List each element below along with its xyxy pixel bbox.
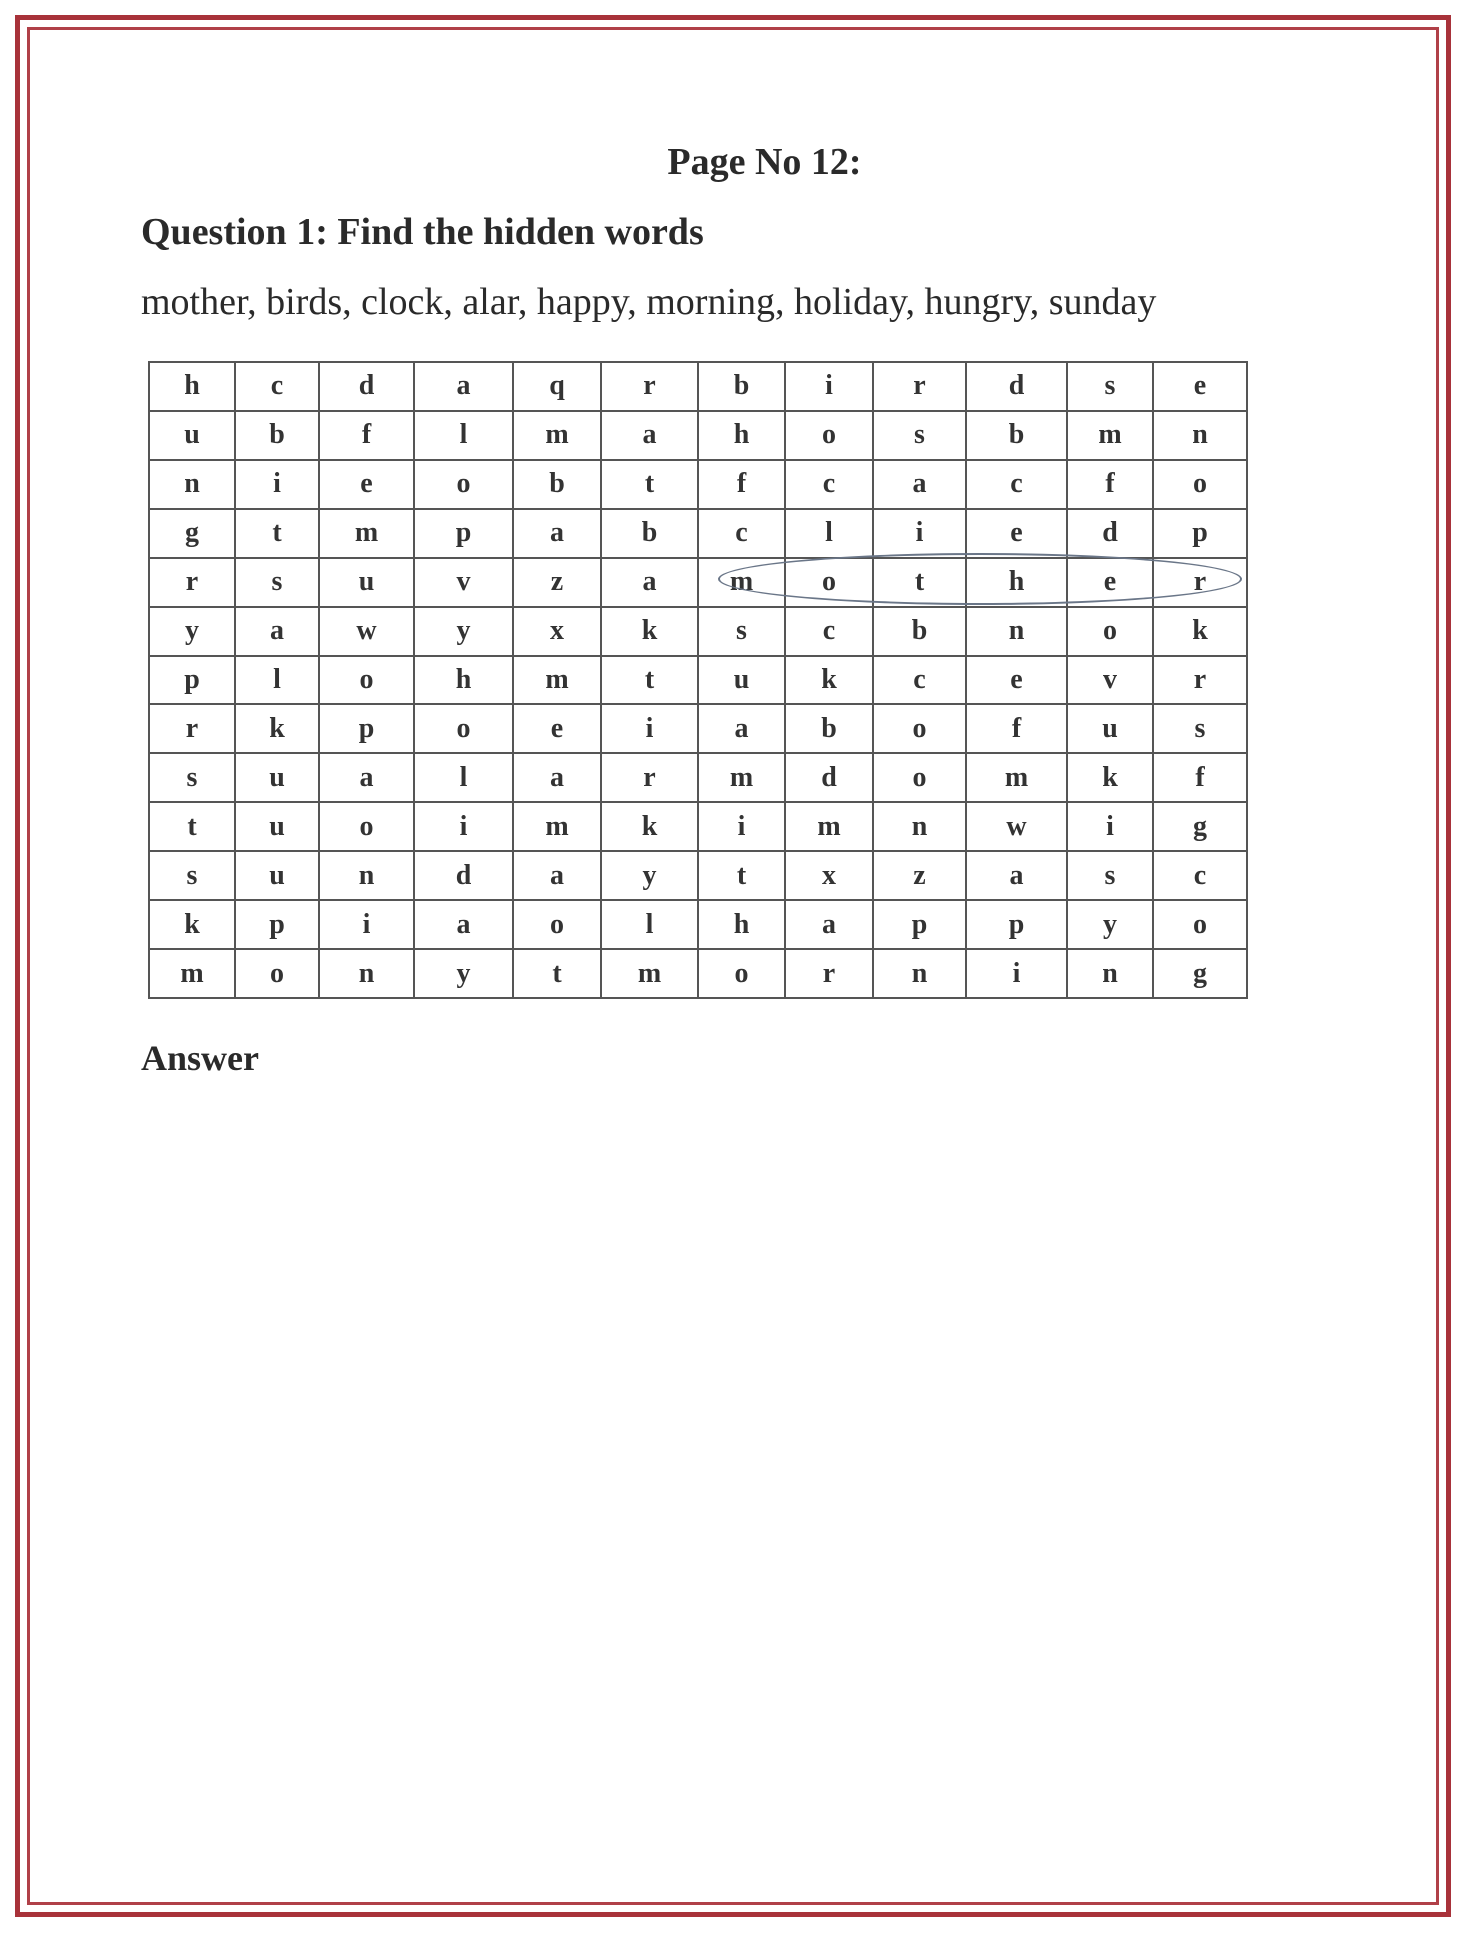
grid-cell: h — [698, 411, 785, 460]
word-list: mother, birds, clock, alar, happy, morning, holiday, hungry, sunday — [141, 281, 1157, 323]
grid-cell: g — [1153, 949, 1247, 998]
grid-cell: e — [966, 656, 1067, 705]
grid-cell: o — [698, 949, 785, 998]
grid-cell: s — [149, 851, 235, 900]
grid-cell: b — [513, 460, 601, 509]
grid-cell: o — [319, 802, 414, 851]
grid-cell: r — [601, 362, 698, 411]
grid-cell: p — [966, 900, 1067, 949]
grid-cell: a — [235, 607, 319, 656]
grid-cell: e — [1153, 362, 1247, 411]
grid-cell: n — [873, 802, 966, 851]
grid-cell: c — [785, 460, 873, 509]
answer-label: Answer — [141, 1038, 259, 1078]
grid-cell: o — [1067, 607, 1153, 656]
grid-cell: b — [785, 704, 873, 753]
grid-cell: h — [698, 900, 785, 949]
grid-cell: k — [149, 900, 235, 949]
grid-cell: n — [873, 949, 966, 998]
grid-cell: m — [513, 656, 601, 705]
grid-cell: s — [1153, 704, 1247, 753]
grid-cell: f — [698, 460, 785, 509]
grid-cell: v — [414, 558, 513, 607]
grid-cell: p — [319, 704, 414, 753]
word-search-table — [148, 361, 1248, 999]
grid-cell: b — [601, 509, 698, 558]
grid-cell: n — [319, 949, 414, 998]
grid-cell: l — [414, 411, 513, 460]
grid-cell: o — [873, 753, 966, 802]
grid-cell: o — [414, 704, 513, 753]
grid-row — [149, 558, 1247, 607]
grid-cell: k — [235, 704, 319, 753]
grid-cell: h — [414, 656, 513, 705]
grid-cell: m — [966, 753, 1067, 802]
grid-cell: t — [873, 558, 966, 607]
grid-cell: k — [601, 607, 698, 656]
grid-row — [149, 900, 1247, 949]
grid-cell: t — [601, 460, 698, 509]
grid-cell: o — [785, 558, 873, 607]
grid-cell: e — [513, 704, 601, 753]
grid-cell: a — [698, 704, 785, 753]
grid-cell: r — [149, 704, 235, 753]
page-heading: Page No 12: — [667, 141, 862, 183]
grid-cell: b — [966, 411, 1067, 460]
grid-cell: u — [319, 558, 414, 607]
question-title: Question 1: Find the hidden words — [141, 211, 704, 253]
grid-cell: a — [966, 851, 1067, 900]
grid-cell: r — [1153, 656, 1247, 705]
grid-cell: w — [966, 802, 1067, 851]
grid-cell: z — [873, 851, 966, 900]
grid-cell: c — [966, 460, 1067, 509]
grid-cell: a — [513, 753, 601, 802]
grid-cell: r — [873, 362, 966, 411]
grid-cell: l — [414, 753, 513, 802]
grid-cell: y — [601, 851, 698, 900]
grid-cell: p — [873, 900, 966, 949]
grid-cell: i — [1067, 802, 1153, 851]
grid-cell: t — [149, 802, 235, 851]
grid-cell: o — [785, 411, 873, 460]
grid-cell: r — [785, 949, 873, 998]
grid-cell: k — [601, 802, 698, 851]
grid-cell: c — [235, 362, 319, 411]
grid-cell: p — [1153, 509, 1247, 558]
grid-cell: o — [513, 900, 601, 949]
grid-cell: h — [149, 362, 235, 411]
grid-cell: f — [966, 704, 1067, 753]
grid-row — [149, 704, 1247, 753]
grid-cell: i — [698, 802, 785, 851]
grid-row — [149, 509, 1247, 558]
grid-cell: b — [698, 362, 785, 411]
grid-cell: e — [1067, 558, 1153, 607]
grid-cell: n — [1067, 949, 1153, 998]
grid-cell: a — [414, 900, 513, 949]
grid-cell: y — [1067, 900, 1153, 949]
grid-cell: s — [1067, 851, 1153, 900]
grid-cell: e — [966, 509, 1067, 558]
grid-cell: g — [1153, 802, 1247, 851]
grid-row — [149, 411, 1247, 460]
grid-cell: n — [319, 851, 414, 900]
grid-cell: l — [601, 900, 698, 949]
grid-cell: a — [513, 851, 601, 900]
grid-cell: c — [873, 656, 966, 705]
grid-cell: t — [698, 851, 785, 900]
grid-cell: i — [319, 900, 414, 949]
grid-cell: u — [1067, 704, 1153, 753]
grid-cell: y — [149, 607, 235, 656]
grid-cell: s — [698, 607, 785, 656]
grid-cell: d — [414, 851, 513, 900]
grid-cell: x — [513, 607, 601, 656]
grid-row — [149, 362, 1247, 411]
grid-cell: d — [1067, 509, 1153, 558]
grid-cell: a — [601, 411, 698, 460]
grid-cell: u — [149, 411, 235, 460]
grid-cell: c — [698, 509, 785, 558]
grid-cell: f — [1153, 753, 1247, 802]
grid-cell: f — [319, 411, 414, 460]
grid-cell: u — [235, 753, 319, 802]
grid-cell: a — [513, 509, 601, 558]
grid-cell: m — [698, 753, 785, 802]
grid-cell: k — [1153, 607, 1247, 656]
grid-cell: z — [513, 558, 601, 607]
grid-row — [149, 460, 1247, 509]
grid-cell: o — [873, 704, 966, 753]
grid-cell: o — [319, 656, 414, 705]
grid-cell: i — [873, 509, 966, 558]
grid-cell: p — [149, 656, 235, 705]
grid-row — [149, 656, 1247, 705]
grid-cell: n — [1153, 411, 1247, 460]
grid-cell: o — [414, 460, 513, 509]
grid-cell: m — [149, 949, 235, 998]
grid-cell: s — [149, 753, 235, 802]
grid-cell: h — [966, 558, 1067, 607]
word-search-grid — [148, 361, 1246, 999]
grid-cell: i — [235, 460, 319, 509]
grid-cell: u — [698, 656, 785, 705]
grid-cell: l — [785, 509, 873, 558]
grid-cell: i — [601, 704, 698, 753]
grid-cell: q — [513, 362, 601, 411]
grid-cell: a — [601, 558, 698, 607]
grid-cell: n — [966, 607, 1067, 656]
grid-cell: m — [1067, 411, 1153, 460]
grid-cell: a — [414, 362, 513, 411]
grid-cell: o — [235, 949, 319, 998]
grid-cell: r — [149, 558, 235, 607]
grid-cell: c — [1153, 851, 1247, 900]
grid-cell: m — [513, 802, 601, 851]
grid-cell: s — [235, 558, 319, 607]
grid-row — [149, 851, 1247, 900]
grid-cell: o — [1153, 900, 1247, 949]
grid-cell: m — [601, 949, 698, 998]
grid-cell: d — [966, 362, 1067, 411]
grid-cell: t — [601, 656, 698, 705]
grid-cell: c — [785, 607, 873, 656]
grid-cell: r — [1153, 558, 1247, 607]
grid-row — [149, 802, 1247, 851]
grid-cell: f — [1067, 460, 1153, 509]
grid-cell: a — [785, 900, 873, 949]
grid-cell: e — [319, 460, 414, 509]
grid-cell: u — [235, 802, 319, 851]
grid-cell: b — [235, 411, 319, 460]
grid-cell: g — [149, 509, 235, 558]
grid-cell: i — [785, 362, 873, 411]
grid-cell: m — [785, 802, 873, 851]
grid-cell: p — [414, 509, 513, 558]
grid-row — [149, 753, 1247, 802]
grid-cell: b — [873, 607, 966, 656]
grid-cell: t — [513, 949, 601, 998]
grid-cell: x — [785, 851, 873, 900]
grid-row — [149, 949, 1247, 998]
grid-cell: i — [414, 802, 513, 851]
grid-cell: s — [1067, 362, 1153, 411]
grid-cell: r — [601, 753, 698, 802]
grid-cell: p — [235, 900, 319, 949]
grid-cell: k — [785, 656, 873, 705]
grid-cell: l — [235, 656, 319, 705]
grid-cell: d — [785, 753, 873, 802]
grid-cell: w — [319, 607, 414, 656]
grid-cell: m — [513, 411, 601, 460]
grid-cell: u — [235, 851, 319, 900]
grid-cell: k — [1067, 753, 1153, 802]
grid-cell: s — [873, 411, 966, 460]
grid-cell: m — [698, 558, 785, 607]
grid-cell: y — [414, 607, 513, 656]
grid-cell: t — [235, 509, 319, 558]
grid-cell: d — [319, 362, 414, 411]
grid-cell: m — [319, 509, 414, 558]
grid-cell: a — [873, 460, 966, 509]
grid-cell: o — [1153, 460, 1247, 509]
grid-cell: i — [966, 949, 1067, 998]
grid-cell: v — [1067, 656, 1153, 705]
grid-cell: y — [414, 949, 513, 998]
grid-cell: n — [149, 460, 235, 509]
grid-row — [149, 607, 1247, 656]
grid-cell: a — [319, 753, 414, 802]
